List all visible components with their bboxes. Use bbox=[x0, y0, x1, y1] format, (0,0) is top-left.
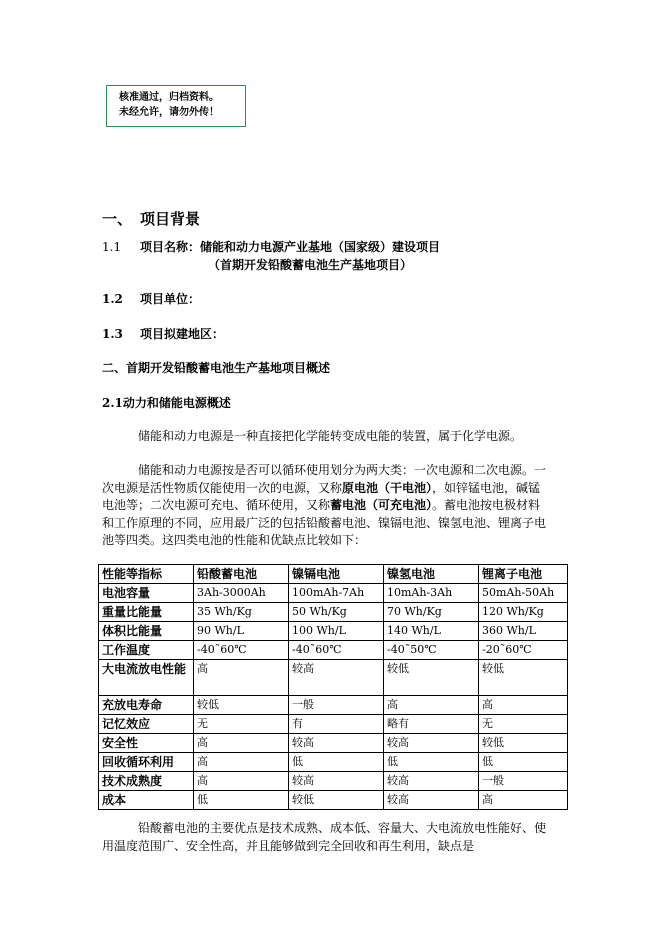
table-cell: -20˜60℃ bbox=[479, 641, 568, 660]
item-1-3-label: 项目拟建地区： bbox=[140, 327, 225, 341]
item-1-2-label: 项目单位： bbox=[140, 292, 201, 306]
table-cell: 较高 bbox=[289, 734, 384, 753]
table-row bbox=[99, 641, 568, 660]
table-row-header-cell: 大电流放电性能 bbox=[99, 660, 194, 696]
table-cell: 120 Wh/Kg bbox=[479, 603, 568, 622]
item-1-1-subtitle: （首期开发铅酸蓄电池生产基地项目） bbox=[208, 258, 413, 272]
table-cell: 较低 bbox=[479, 734, 568, 753]
table-cell: 50mAh-50Ah bbox=[479, 584, 568, 603]
section-1-heading bbox=[102, 208, 200, 229]
table-row bbox=[99, 772, 568, 791]
paragraph-1: 储能和动力电源是一种直接把化学能转变成电能的装置，属于化学电源。 bbox=[138, 429, 523, 443]
paragraph-2-storage-battery: 蓄电池（可充电池） bbox=[330, 498, 433, 512]
stamp-line-1: 核准通过，归档资料。 bbox=[119, 92, 219, 103]
section-1-title: 项目背景 bbox=[140, 210, 201, 228]
table-row-header-cell: 安全性 bbox=[99, 734, 194, 753]
paragraph-2 bbox=[102, 462, 548, 550]
table-row-header-cell: 回收循环利用 bbox=[99, 753, 194, 772]
table-cell: 低 bbox=[194, 791, 289, 810]
table-cell: 低 bbox=[479, 753, 568, 772]
table-cell: 有 bbox=[289, 715, 384, 734]
table-cell: 50 Wh/Kg bbox=[289, 603, 384, 622]
table-cell: 高 bbox=[384, 696, 479, 715]
table-row bbox=[99, 584, 568, 603]
table-row bbox=[99, 696, 568, 715]
table-row bbox=[99, 715, 568, 734]
table-header-cell: 镍氢电池 bbox=[384, 565, 479, 584]
table-cell: -40˜50℃ bbox=[384, 641, 479, 660]
item-1-1 bbox=[102, 238, 440, 255]
paragraph-2-part-e: 。蓄电池按电极材料和工作原理的不同，应用最广泛的包括铅酸蓄电池、镍镉电池、镍氢电池、锂离子电池等四类。这四类电池的性能和优缺点比较如下： bbox=[102, 498, 547, 547]
stamp-line-2: 未经允许，请勿外传！ bbox=[119, 107, 219, 118]
table-row-header-cell: 记忆效应 bbox=[99, 715, 194, 734]
approval-stamp bbox=[106, 85, 246, 127]
table-cell: 高 bbox=[194, 772, 289, 791]
table-header-row bbox=[99, 565, 568, 584]
table-cell: 高 bbox=[194, 753, 289, 772]
item-1-3-number: 1.3 bbox=[102, 327, 123, 341]
table-cell: -40˜60℃ bbox=[289, 641, 384, 660]
table-cell: 略有 bbox=[384, 715, 479, 734]
paragraph-2-primary-battery: 原电池（干电池） bbox=[342, 480, 433, 495]
table-row bbox=[99, 603, 568, 622]
item-1-1-text: 储能和动力电源产业基地（国家级）建设项目 bbox=[200, 240, 441, 254]
table-row-header-cell: 技术成熟度 bbox=[99, 772, 194, 791]
table-row bbox=[99, 622, 568, 641]
table-row-header-cell: 体积比能量 bbox=[99, 622, 194, 641]
table-cell: 360 Wh/L bbox=[479, 622, 568, 641]
table-cell: 70 Wh/Kg bbox=[384, 603, 479, 622]
table-cell: 35 Wh/Kg bbox=[194, 603, 289, 622]
item-1-2-number: 1.2 bbox=[102, 292, 123, 306]
table-row bbox=[99, 660, 568, 696]
table-cell: 较高 bbox=[384, 734, 479, 753]
table-cell: 较低 bbox=[194, 696, 289, 715]
table-row-header-cell: 工作温度 bbox=[99, 641, 194, 660]
table-row-header-cell: 电池容量 bbox=[99, 584, 194, 603]
table-cell: 一般 bbox=[289, 696, 384, 715]
table-cell: 较高 bbox=[384, 791, 479, 810]
table-cell: 10mAh-3Ah bbox=[384, 584, 479, 603]
table-cell: 100mAh-7Ah bbox=[289, 584, 384, 603]
table-cell: 无 bbox=[194, 715, 289, 734]
table-cell: 较高 bbox=[289, 772, 384, 791]
table-header-cell: 性能等指标 bbox=[99, 565, 194, 584]
table-cell: 低 bbox=[289, 753, 384, 772]
item-1-3 bbox=[102, 325, 224, 342]
table-cell: 140 Wh/L bbox=[384, 622, 479, 641]
paragraph-2-part-c: ，如锌锰电池，碱锰电池等；二次电源可充电、循环使用，又称 bbox=[102, 480, 541, 512]
table-cell: 较低 bbox=[384, 660, 479, 696]
table-header-cell: 铅酸蓄电池 bbox=[194, 565, 289, 584]
table-cell: 高 bbox=[194, 660, 289, 696]
section-1-number: 一、 bbox=[102, 210, 133, 228]
table-cell: 高 bbox=[194, 734, 289, 753]
item-1-2 bbox=[102, 290, 200, 307]
paragraph-3: 铅酸蓄电池的主要优点是技术成熟、成本低、容量大、大电流放电性能好、使用温度范围广、安全性高，并且能够做到完全回收和再生利用，缺点是 bbox=[102, 821, 547, 853]
item-1-1-number: 1.1 bbox=[102, 240, 122, 254]
section-2-1-heading: 2.1动力和储能电源概述 bbox=[102, 396, 231, 410]
table-cell: 较低 bbox=[289, 791, 384, 810]
paragraph-2-part-a: 储能和动力电源按是否可以循环使用划分为两大类：一次电源和二次电源。一次电源是活性物质仅能使用一次的电源，又称 bbox=[102, 463, 547, 495]
table-row-header-cell: 充放电寿命 bbox=[99, 696, 194, 715]
table-cell: 3Ah-3000Ah bbox=[194, 584, 289, 603]
item-1-1-label: 项目名称： bbox=[140, 240, 201, 254]
table-row-header-cell: 重量比能量 bbox=[99, 603, 194, 622]
table-cell: 高 bbox=[479, 791, 568, 810]
table-cell: 无 bbox=[479, 715, 568, 734]
table-cell: 90 Wh/L bbox=[194, 622, 289, 641]
table-header-cell: 镍镉电池 bbox=[289, 565, 384, 584]
table-cell: 较高 bbox=[384, 772, 479, 791]
table-cell: 高 bbox=[479, 696, 568, 715]
table-row bbox=[99, 753, 568, 772]
table-cell: 低 bbox=[384, 753, 479, 772]
table-row bbox=[99, 734, 568, 753]
table-row-header-cell: 成本 bbox=[99, 791, 194, 810]
section-2-heading: 二、首期开发铅酸蓄电池生产基地项目概述 bbox=[102, 361, 331, 375]
table-cell: -40˜60℃ bbox=[194, 641, 289, 660]
table-cell: 一般 bbox=[479, 772, 568, 791]
table-header-cell: 锂离子电池 bbox=[479, 565, 568, 584]
table-row bbox=[99, 791, 568, 810]
table-cell: 100 Wh/L bbox=[289, 622, 384, 641]
battery-comparison-table bbox=[98, 564, 568, 810]
table-cell: 较高 bbox=[289, 660, 384, 696]
table-cell: 较低 bbox=[479, 660, 568, 696]
